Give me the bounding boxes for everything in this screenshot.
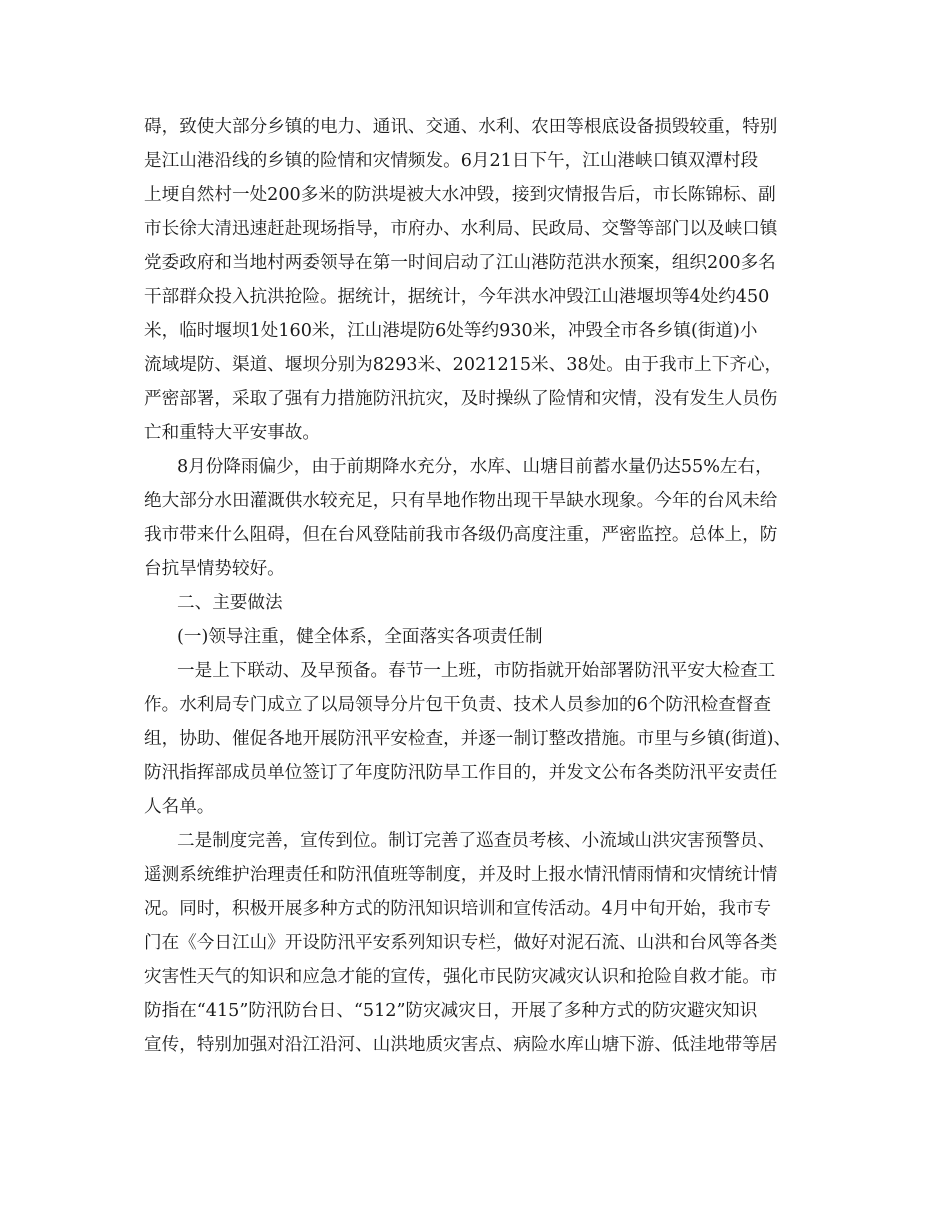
subsection-heading: (一)领导注重，健全体系，全面落实各项责任制 — [177, 627, 543, 647]
text-line: 流域堤防、渠道、堰坝分别为8293米、2021215米、38处。由于我市上下齐心， — [144, 355, 783, 375]
text-line: 防汛指挥部成员单位签订了年度防汛防旱工作目的，并发文公布各类防汛平安责任 — [144, 763, 778, 783]
text-line: 况。同时，积极开展多种方式的防汛知识培训和宣传活动。4月中旬开始，我市专 — [144, 899, 771, 919]
text-line: 严密部署，采取了强有力措施防汛抗灾，及时操纵了险情和灾情，没有发生人员伤 — [144, 389, 778, 409]
paragraph-august-rainfall — [144, 450, 814, 586]
text-line: 干部群众投入抗洪抢险。据统计，据统计，今年洪水冲毁江山港堰坝等4处约450 — [144, 287, 770, 307]
text-line: 碍，致使大部分乡镇的电力、通讯、交通、水利、农田等根底设备损毁较重，特别 — [144, 117, 778, 137]
text-line: 遥测系统维护治理责任和防汛值班等制度，并及时上报水情汛情雨情和灾情统计情 — [144, 865, 778, 885]
text-line: 台抗旱情势较好。 — [144, 559, 285, 579]
paragraph-coordination — [144, 654, 814, 824]
text-line: 组，协助、催促各地开展防汛平安检查，并逐一制订整改措施。市里与乡镇(街道)、 — [144, 729, 792, 749]
text-line: 灾害性天气的知识和应急才能的宣传，强化市民防灾减灾认识和抢险自救才能。市 — [144, 967, 778, 987]
text-line: 绝大部分水田灌溉供水较充足，只有旱地作物出现干旱缺水现象。今年的台风未给 — [144, 491, 778, 511]
text-line: 亡和重特大平安事故。 — [144, 423, 320, 443]
text-line: 市长徐大清迅速赶赴现场指导，市府办、水利局、民政局、交警等部门以及峡口镇 — [144, 219, 778, 239]
text-line: 党委政府和当地村两委领导在第一时间启动了江山港防范洪水预案，组织200多名 — [144, 253, 776, 273]
text-line: 8月份降雨偏少，由于前期降水充分，水库、山塘目前蓄水量仍达55%左右， — [177, 457, 773, 477]
text-line: 防指在“415”防汛防台日、“512”防灾减灾日，开展了多种方式的防灾避灾知识 — [144, 1001, 758, 1021]
text-line: 宣传，特别加强对沿江沿河、山洪地质灾害点、病险水库山塘下游、低洼地带等居 — [144, 1035, 778, 1055]
text-line: 一是上下联动、及早预备。春节一上班，市防指就开始部署防汛平安大检查工 — [177, 661, 776, 681]
section-heading: 二、主要做法 — [177, 593, 283, 613]
paragraph-system-publicity — [144, 824, 814, 1062]
text-line: 米，临时堰坝1处160米，江山港堤防6处等约930米，冲毁全市各乡镇(街道)小 — [144, 321, 758, 341]
paragraph-flood-damage — [144, 110, 814, 450]
text-line: 门在《今日江山》开设防汛平安系列知识专栏，做好对泥石流、山洪和台风等各类 — [144, 933, 778, 953]
text-line: 是江山港沿线的乡镇的险情和灾情频发。6月21日下午，江山港峡口镇双潭村段 — [144, 151, 759, 171]
text-line: 作。水利局专门成立了以局领导分片包干负责、技术人员参加的6个防汛检查督查 — [144, 695, 771, 715]
document-body — [144, 110, 814, 1062]
text-line: 我市带来什么阻碍，但在台风登陆前我市各级仍高度注重，严密监控。总体上，防 — [144, 525, 778, 545]
text-line: 人名单。 — [144, 797, 215, 817]
text-line: 上埂自然村一处200多米的防洪堤被大水冲毁，接到灾情报告后，市长陈锦标、副 — [144, 185, 776, 205]
text-line: 二是制度完善，宣传到位。制订完善了巡查员考核、小流域山洪灾害预警员、 — [177, 831, 776, 851]
